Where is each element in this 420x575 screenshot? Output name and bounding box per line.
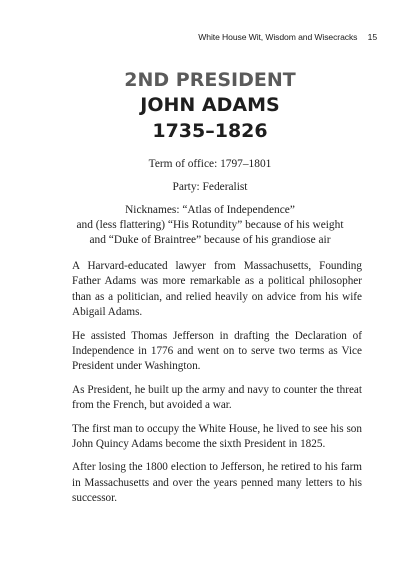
paragraph: A Harvard-educated lawyer from Massachusetts, Founding Father Adams was more remarkable as a political philosopher than as a politician, and relied heavily on advice from his wife Abigail Adams. — [72, 260, 362, 319]
running-title: White House Wit, Wisdom and Wisecracks — [198, 32, 358, 42]
president-name: JOHN ADAMS — [140, 94, 280, 116]
paragraph: The first man to occupy the White House, he lived to see his son John Quincy Adams become the sixth President in 1825. — [72, 422, 362, 451]
nicknames-line: and “Duke of Braintree” because of his grandiose air — [89, 234, 331, 246]
paragraph: After losing the 1800 election to Jefferson, he retired to his farm in Massachusetts and over the years penned many letters to his successor. — [72, 461, 362, 505]
page-number: 15 — [367, 32, 377, 42]
life-years: 1735–1826 — [152, 120, 268, 142]
body-text — [72, 259, 362, 515]
party: Party: Federalist — [172, 181, 248, 193]
chapter-heading — [0, 68, 420, 144]
president-rank: 2ND PRESIDENT — [124, 69, 296, 91]
term-of-office: Term of office: 1797–1801 — [148, 158, 272, 170]
nicknames-line: and (less flattering) “His Rotundity” because of his weight — [76, 219, 344, 231]
nicknames-line: Nicknames: “Atlas of Independence” — [125, 204, 295, 216]
paragraph: He assisted Thomas Jefferson in drafting the Declaration of Independence in 1776 and went on to serve two terms as Vice President under Washington. — [72, 329, 362, 373]
running-header — [198, 32, 377, 42]
paragraph: As President, he built up the army and navy to counter the threat from the French, but avoided a war. — [72, 383, 362, 412]
fact-block — [0, 157, 420, 248]
